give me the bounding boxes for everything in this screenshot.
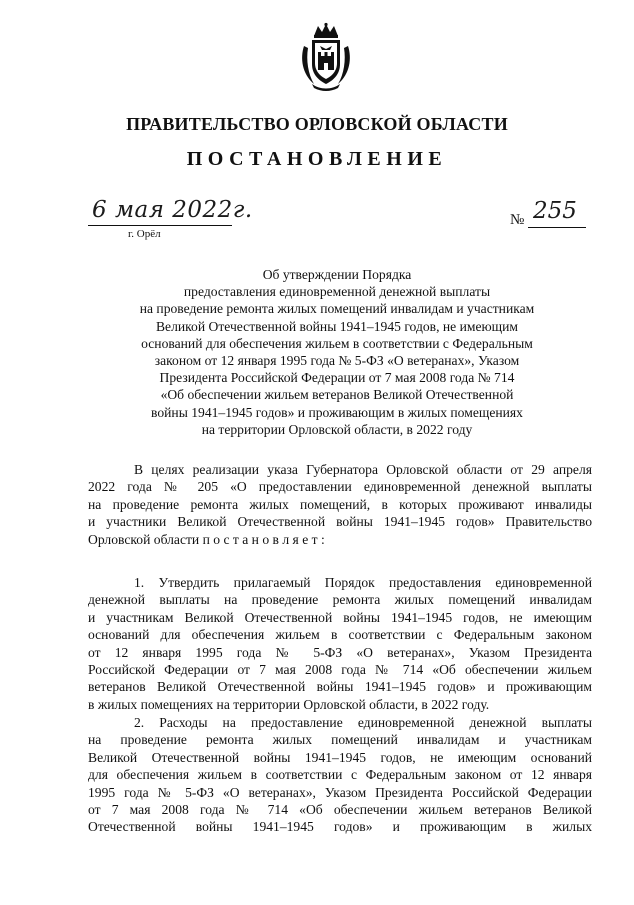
text-line: 1995 года № 5-ФЗ «О ветеранах», Указом Президента Российской Федерации (88, 784, 592, 800)
preamble-paragraph (88, 461, 592, 548)
government-heading: ПРАВИТЕЛЬСТВО ОРЛОВСКОЙ ОБЛАСТИ (126, 114, 508, 134)
handwritten-date: 6 мая 2022г. (92, 197, 253, 223)
clause-2-paragraph (88, 714, 592, 836)
text-line: на проведение ремонта жилых помещений, в которых проживают инвалиды (88, 496, 592, 512)
title-line: на проведение ремонта жилых помещений инвалидам и участникам (139, 301, 535, 317)
text-line: оснований для обеспечения жильем в соответствии с Федеральным законом (88, 627, 592, 643)
city-label: г. Орёл (128, 228, 161, 240)
text-line: денежной выплаты на проведение ремонта жилых помещений инвалидам (88, 592, 592, 608)
document-title (100, 266, 574, 438)
clause-1-paragraph (88, 574, 592, 713)
text-line: Орловской области п о с т а н о в л я е т : (88, 531, 325, 547)
text-line: и участникам Великой Отечественной войны 1941–1945 годов, не имеющим (88, 609, 592, 625)
date-underline (88, 225, 232, 226)
text-line: 1. Утвердить прилагаемый Порядок предоставления единовременной (134, 575, 592, 590)
text-line: от 12 января 1995 года № 5-ФЗ «О ветеранах», Указом Президента (88, 644, 592, 660)
title-line: «Об обеспечении жильем ветеранов Великой Отечественной (160, 387, 514, 403)
text-line: 2. Расходы на предоставление единовременной денежной выплаты (134, 715, 592, 730)
text-line: на проведение ремонта жилых помещений инвалидам и участникам (88, 732, 592, 748)
coat-of-arms-emblem (294, 22, 358, 92)
text-line: Великой Отечественной войны 1941–1945 годов, не имеющим оснований (88, 749, 592, 765)
text-line: Российской Федерации от 7 мая 2008 года № 714 «Об обеспечении жильем (88, 662, 592, 678)
title-line: Об утверждении Порядка (262, 267, 412, 282)
title-line: Президента Российской Федерации от 7 мая 2008 года № 714 (159, 370, 515, 386)
title-line: предоставления единовременной денежной выплаты (183, 284, 491, 300)
number-underline (528, 227, 586, 228)
text-line: ветеранов Великой Отечественной войны 1941–1945 годов» и проживающим (88, 679, 592, 695)
title-line: на территории Орловской области, в 2022 году (201, 421, 473, 437)
text-line: и участники Великой Отечественной войны 1941–1945 годов» Правительство (88, 514, 592, 530)
text-line: от 7 мая 2008 года № 714 «Об обеспечении жильем ветеранов Великой (88, 802, 592, 818)
number-label: № (510, 212, 525, 228)
text-line: для обеспечения жильем в соответствии с Федеральным законом от 12 января (88, 767, 592, 783)
text-line: в жилых помещениях на территории Орловской области, в 2022 году. (88, 696, 490, 712)
handwritten-number: 255 (533, 198, 577, 224)
title-line: законом от 12 января 1995 года № 5-ФЗ «О ветеранах», Указом (154, 353, 520, 369)
title-line: войны 1941–1945 годов» и проживающим в жилых помещениях (151, 404, 523, 420)
title-line: Великой Отечественной войны 1941–1945 годов, не имеющим (155, 318, 519, 334)
text-line: 2022 года № 205 «О предоставлении единовременной денежной выплаты (88, 479, 592, 495)
text-line: Отечественной войны 1941–1945 годов» и проживающим в жилых (88, 819, 592, 835)
document-type-heading: ПОСТАНОВЛЕНИЕ (186, 148, 448, 170)
text-line: В целях реализации указа Губернатора Орловской области от 29 апреля (134, 462, 592, 477)
title-line: оснований для обеспечения жильем в соответствии с Федеральным (141, 335, 533, 351)
